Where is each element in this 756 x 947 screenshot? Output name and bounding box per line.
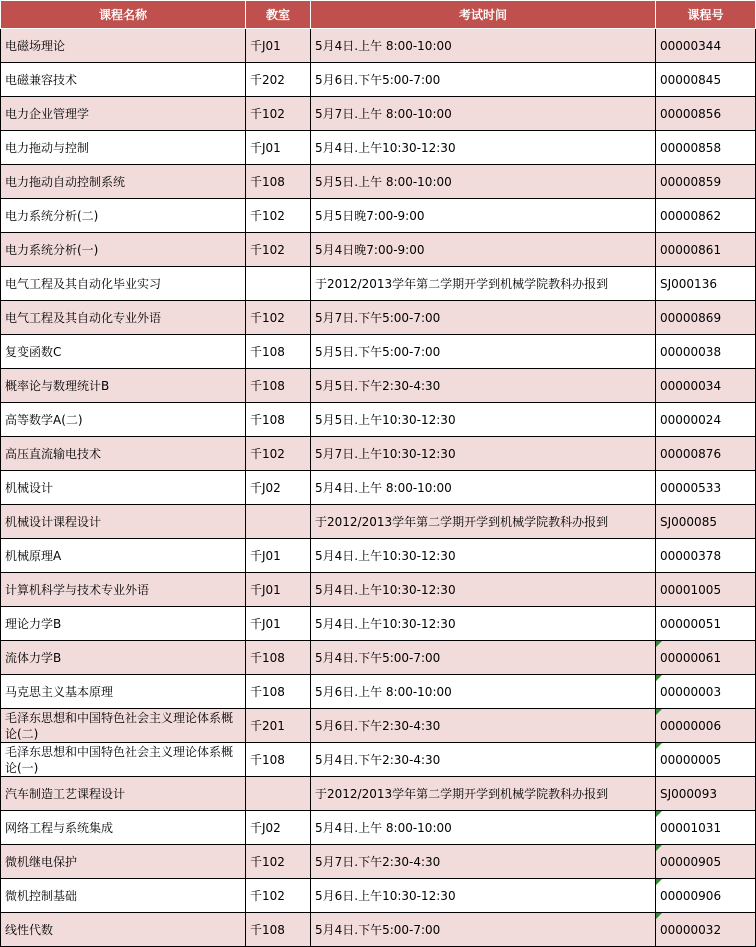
classroom-cell: 千202 (246, 63, 311, 97)
course-code-cell: 00000856 (656, 97, 756, 131)
header-classroom: 教室 (246, 1, 311, 29)
table-row (1, 573, 756, 607)
classroom-cell: 千108 (246, 913, 311, 947)
classroom-cell: 千J01 (246, 573, 311, 607)
course-code-cell: 00000005 (656, 743, 756, 777)
table-row (1, 165, 756, 199)
table-row (1, 913, 756, 947)
table-row (1, 811, 756, 845)
classroom-cell: 千108 (246, 675, 311, 709)
course-name-cell: 汽车制造工艺课程设计 (1, 777, 246, 811)
classroom-cell: 千108 (246, 403, 311, 437)
classroom-cell: 千J01 (246, 131, 311, 165)
exam-time-cell: 5月4日.下午2:30-4:30 (311, 743, 656, 777)
table-row (1, 97, 756, 131)
classroom-cell: 千102 (246, 199, 311, 233)
table-row (1, 131, 756, 165)
exam-time-cell: 5月7日.下午5:00-7:00 (311, 301, 656, 335)
table-row (1, 335, 756, 369)
course-name-cell: 机械设计课程设计 (1, 505, 246, 539)
classroom-cell (246, 777, 311, 811)
header-exam-time: 考试时间 (311, 1, 656, 29)
course-name-cell: 高等数学A(二) (1, 403, 246, 437)
classroom-cell: 千108 (246, 165, 311, 199)
classroom-cell: 千108 (246, 641, 311, 675)
course-code-cell: 00000032 (656, 913, 756, 947)
exam-time-cell: 于2012/2013学年第二学期开学到机械学院教科办报到 (311, 505, 656, 539)
course-code-cell: 00000858 (656, 131, 756, 165)
classroom-cell: 千102 (246, 845, 311, 879)
classroom-cell: 千102 (246, 97, 311, 131)
course-name-cell: 机械设计 (1, 471, 246, 505)
exam-time-cell: 5月4日.上午10:30-12:30 (311, 131, 656, 165)
table-row (1, 777, 756, 811)
course-code-cell: SJ000085 (656, 505, 756, 539)
exam-time-cell: 5月5日晚7:00-9:00 (311, 199, 656, 233)
course-code-cell: 00000861 (656, 233, 756, 267)
classroom-cell: 千J02 (246, 471, 311, 505)
table-row (1, 403, 756, 437)
course-name-cell: 网络工程与系统集成 (1, 811, 246, 845)
course-code-cell: 00000859 (656, 165, 756, 199)
table-row (1, 505, 756, 539)
exam-time-cell: 5月6日.下午2:30-4:30 (311, 709, 656, 743)
course-name-cell: 计算机科学与技术专业外语 (1, 573, 246, 607)
course-code-cell: 00001005 (656, 573, 756, 607)
course-code-cell: 00000061 (656, 641, 756, 675)
exam-time-cell: 5月5日.上午10:30-12:30 (311, 403, 656, 437)
course-name-cell: 电气工程及其自动化专业外语 (1, 301, 246, 335)
exam-time-cell: 5月5日.下午2:30-4:30 (311, 369, 656, 403)
exam-time-cell: 5月5日.下午5:00-7:00 (311, 335, 656, 369)
course-name-cell: 高压直流输电技术 (1, 437, 246, 471)
course-code-cell: 00000378 (656, 539, 756, 573)
exam-time-cell: 5月4日晚7:00-9:00 (311, 233, 656, 267)
table-row (1, 267, 756, 301)
course-name-cell: 电力拖动自动控制系统 (1, 165, 246, 199)
course-name-cell: 电磁场理论 (1, 29, 246, 63)
course-name-cell: 微机控制基础 (1, 879, 246, 913)
exam-time-cell: 5月6日.上午 8:00-10:00 (311, 675, 656, 709)
course-code-cell: 00000869 (656, 301, 756, 335)
course-name-cell: 电力企业管理学 (1, 97, 246, 131)
table-row (1, 879, 756, 913)
table-row (1, 709, 756, 743)
course-name-cell: 毛泽东思想和中国特色社会主义理论体系概论(一) (1, 743, 246, 777)
table-row (1, 539, 756, 573)
exam-time-cell: 于2012/2013学年第二学期开学到机械学院教科办报到 (311, 777, 656, 811)
classroom-cell: 千108 (246, 369, 311, 403)
course-name-cell: 毛泽东思想和中国特色社会主义理论体系概论(二) (1, 709, 246, 743)
table-row (1, 743, 756, 777)
table-row (1, 641, 756, 675)
course-code-cell: 00000906 (656, 879, 756, 913)
table-row (1, 301, 756, 335)
exam-time-cell: 5月7日.上午10:30-12:30 (311, 437, 656, 471)
table-row (1, 471, 756, 505)
course-code-cell: 00001031 (656, 811, 756, 845)
exam-time-cell: 5月4日.上午10:30-12:30 (311, 539, 656, 573)
course-code-cell: 00000034 (656, 369, 756, 403)
course-name-cell: 电力拖动与控制 (1, 131, 246, 165)
exam-time-cell: 5月7日.上午 8:00-10:00 (311, 97, 656, 131)
course-code-cell: 00000862 (656, 199, 756, 233)
course-name-cell: 马克思主义基本原理 (1, 675, 246, 709)
exam-time-cell: 于2012/2013学年第二学期开学到机械学院教科办报到 (311, 267, 656, 301)
course-code-cell: 00000876 (656, 437, 756, 471)
course-code-cell: 00000905 (656, 845, 756, 879)
course-code-cell: SJ000136 (656, 267, 756, 301)
classroom-cell: 千102 (246, 301, 311, 335)
table-row (1, 233, 756, 267)
classroom-cell: 千J01 (246, 29, 311, 63)
header-course-code: 课程号 (656, 1, 756, 29)
course-code-cell: 00000533 (656, 471, 756, 505)
course-name-cell: 机械原理A (1, 539, 246, 573)
classroom-cell: 千J02 (246, 811, 311, 845)
course-code-cell: 00000344 (656, 29, 756, 63)
course-name-cell: 线性代数 (1, 913, 246, 947)
header-course-name: 课程名称 (1, 1, 246, 29)
table-row (1, 607, 756, 641)
table-row (1, 369, 756, 403)
course-name-cell: 理论力学B (1, 607, 246, 641)
table-row (1, 29, 756, 63)
classroom-cell (246, 267, 311, 301)
classroom-cell: 千J01 (246, 539, 311, 573)
exam-time-cell: 5月7日.下午2:30-4:30 (311, 845, 656, 879)
course-name-cell: 电气工程及其自动化毕业实习 (1, 267, 246, 301)
classroom-cell (246, 505, 311, 539)
course-name-cell: 复变函数C (1, 335, 246, 369)
course-code-cell: 00000051 (656, 607, 756, 641)
classroom-cell: 千108 (246, 743, 311, 777)
course-name-cell: 电力系统分析(二) (1, 199, 246, 233)
course-name-cell: 流体力学B (1, 641, 246, 675)
course-name-cell: 概率论与数理统计B (1, 369, 246, 403)
course-code-cell: 00000024 (656, 403, 756, 437)
course-code-cell: SJ000093 (656, 777, 756, 811)
classroom-cell: 千108 (246, 335, 311, 369)
course-name-cell: 电磁兼容技术 (1, 63, 246, 97)
header-row (1, 1, 756, 29)
table-row (1, 675, 756, 709)
exam-time-cell: 5月4日.上午 8:00-10:00 (311, 471, 656, 505)
course-code-cell: 00000006 (656, 709, 756, 743)
exam-time-cell: 5月6日.下午5:00-7:00 (311, 63, 656, 97)
table-row (1, 845, 756, 879)
course-name-cell: 电力系统分析(一) (1, 233, 246, 267)
course-code-cell: 00000845 (656, 63, 756, 97)
course-code-cell: 00000003 (656, 675, 756, 709)
course-code-cell: 00000038 (656, 335, 756, 369)
classroom-cell: 千102 (246, 879, 311, 913)
table-row (1, 199, 756, 233)
exam-time-cell: 5月4日.上午 8:00-10:00 (311, 811, 656, 845)
exam-time-cell: 5月4日.下午5:00-7:00 (311, 641, 656, 675)
classroom-cell: 千201 (246, 709, 311, 743)
table-row (1, 437, 756, 471)
course-name-cell: 微机继电保护 (1, 845, 246, 879)
exam-time-cell: 5月6日.上午10:30-12:30 (311, 879, 656, 913)
table-row (1, 63, 756, 97)
classroom-cell: 千102 (246, 437, 311, 471)
exam-time-cell: 5月4日.上午 8:00-10:00 (311, 29, 656, 63)
exam-time-cell: 5月4日.下午5:00-7:00 (311, 913, 656, 947)
classroom-cell: 千J01 (246, 607, 311, 641)
exam-time-cell: 5月4日.上午10:30-12:30 (311, 573, 656, 607)
exam-time-cell: 5月4日.上午10:30-12:30 (311, 607, 656, 641)
exam-time-cell: 5月5日.上午 8:00-10:00 (311, 165, 656, 199)
classroom-cell: 千102 (246, 233, 311, 267)
